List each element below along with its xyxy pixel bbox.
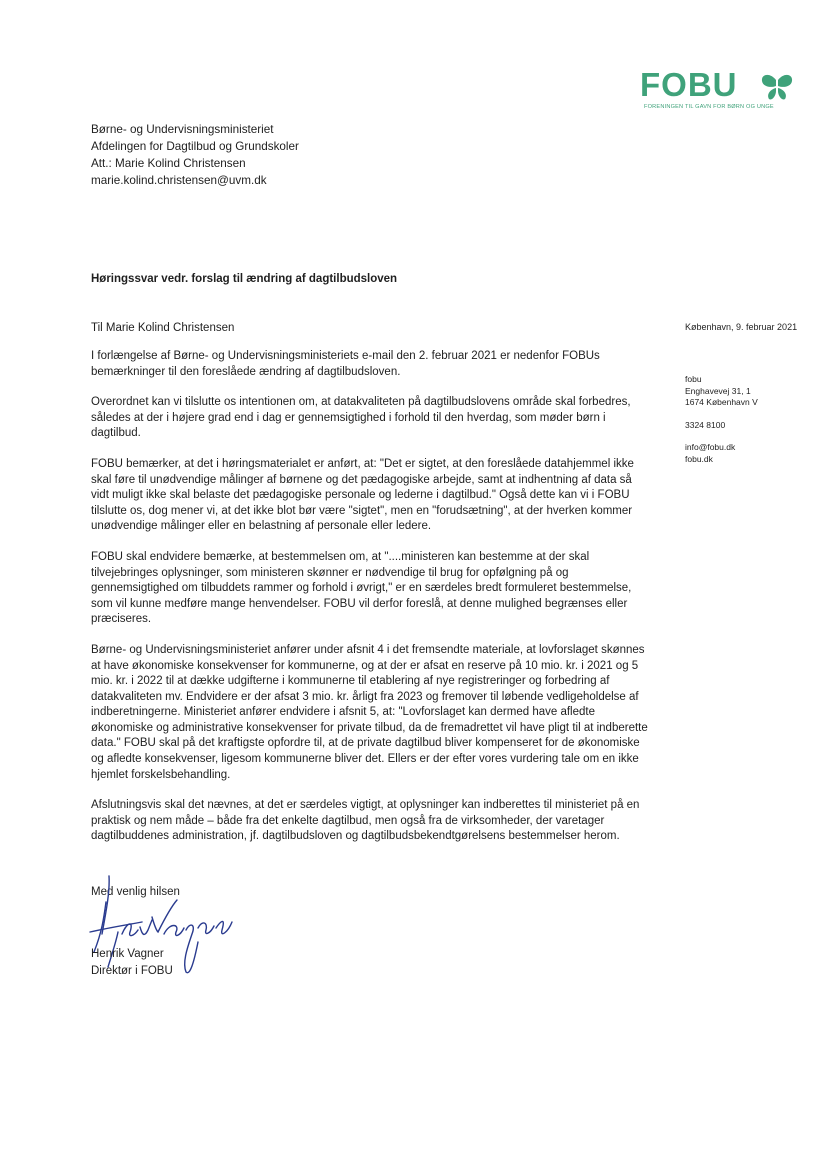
body-paragraph: Overordnet kan vi tilslutte os intentionen om, at datakvaliteten på dagtilbudslovens område skal forbedres, således at der i højere grad end i dag er gennemsigtighed i forhold til den hverdag, som møder børn i dagtilbud. <box>91 396 631 440</box>
sender-info <box>685 374 758 465</box>
sender-website: fobu.dk <box>685 453 713 464</box>
recipient-email: marie.kolind.christensen@uvm.dk <box>91 174 267 187</box>
recipient-line: Afdelingen for Dagtilbud og Grundskoler <box>91 140 299 153</box>
logo-wordmark: FOBU <box>640 66 738 103</box>
sender-name: fobu <box>685 374 702 384</box>
recipient-address <box>91 121 299 189</box>
sender-street: Enghavevej 31, 1 <box>685 385 751 396</box>
sender-email: info@fobu.dk <box>685 442 736 452</box>
letter-subject: Høringssvar vedr. forslag til ændring af dagtilbudsloven <box>91 273 398 285</box>
signer-name: Henrik Vagner <box>91 948 164 960</box>
body-paragraph: FOBU skal endvidere bemærke, at bestemmelsen om, at "....ministeren kan bestemme at der skal tilvejebringes oplysninger, som ministeren skønner er nødvendige til brug for opfølgning på og gennemsigtighed om tilbuddets rammer og forhold i øvrigt," er en særdeles bredt formuleret bestemmelse, som vil kunne medføre mange henvendelser. FOBU vil derfor foreslå, at denne mulighed begrænses eller præciseres. <box>91 550 632 626</box>
letter-date: København, 9. februar 2021 <box>685 322 798 332</box>
logo-tagline: FORENINGEN TIL GAVN FOR BØRN OG UNGE <box>644 104 774 110</box>
body-paragraph: Børne- og Undervisningsministeriet anfører under afsnit 4 i det fremsendte materiale, at lovforslaget skønnes at have økonomiske konsekvenser for kommunerne, og at der er afsat en reserve på 10 mio. kr. i 2021 og 5 mio. kr. i 2022 til at dække udgifterne i kommunerne til etablering af nye registreringer og forbedring af datakvaliteten mv. Endvidere er der afsat 3 mio. kr. årligt fra 2023 og fremover til løbende vedligeholdelse af indberetningerne. Ministeriet anfører endvidere i afsnit 5, at: "Lovforslaget kan dermed have afledte økonomiske og administrative konsekvenser for private tilbud, da de fremadrettet vil have pligt til at indberette data." FOBU skal på det kraftigste opfordre til, at de private dagtilbud bliver kompenseret for de økonomiske og afledte konsekvenser, ligesom kommunerne bliver det. Ellers er der efter vores vurdering tale om en ikke hjemlet forskelsbehandling. <box>91 643 648 781</box>
signoff: Med venlig hilsen <box>91 886 180 898</box>
sender-city: 1674 København V <box>685 397 758 407</box>
body-paragraph: FOBU bemærker, at det i høringsmaterialet er anført, at: "Det er sigtet, at den foreslåede datahjemmel ikke skal føre til unødvendige målinger af børnene og det pædagogiske arbejde, samt at indhentning af data så vidt muligt ikke skal belaste det pædagogiske personale og lederne i dagtilbud." Også dette kan vi i FOBU tilslutte os, dog mener vi, at det ikke blot bør være "sigtet", men en "forudsætning", at der hverken kommer unødvendige målinger eller en belastning af personale eller ledere. <box>91 457 634 533</box>
salutation: Til Marie Kolind Christensen <box>91 322 235 334</box>
butterfly-icon <box>760 72 794 102</box>
letter-body <box>91 349 651 860</box>
sender-phone: 3324 8100 <box>685 419 726 430</box>
fobu-logo <box>640 68 800 114</box>
signer-block <box>91 946 173 980</box>
recipient-line: Att.: Marie Kolind Christensen <box>91 157 246 170</box>
recipient-line: Børne- og Undervisningsministeriet <box>91 123 274 136</box>
signer-title: Direktør i FOBU <box>91 965 173 977</box>
body-paragraph: I forlængelse af Børne- og Undervisningsministeriets e-mail den 2. februar 2021 er nedenfor FOBUs bemærkninger til den foreslåede ændring af dagtilbudsloven. <box>91 350 600 378</box>
body-paragraph: Afslutningsvis skal det nævnes, at det er særdeles vigtigt, at oplysninger kan indberettes til ministeriet på en praktisk og nem måde – både fra det enkelte dagtilbud, men også fra de virksomheder, der varetager dagtilbuddenes administration, jf. dagtilbudsloven og dagtilbudsbekendtgørelsens bestemmelser herom. <box>91 799 640 843</box>
